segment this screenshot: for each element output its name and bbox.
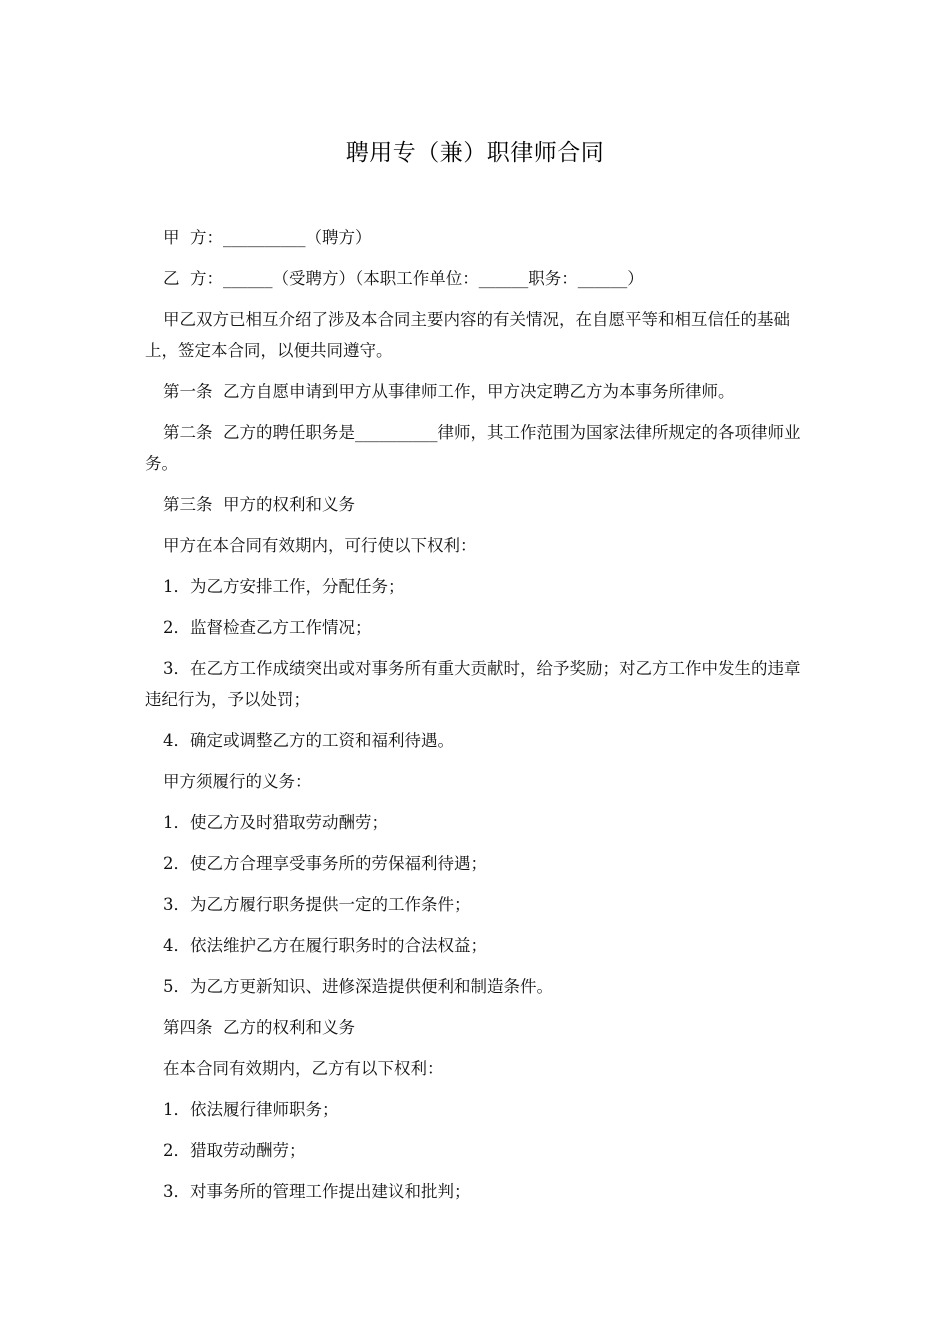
- list-item: 2．猎取劳动酬劳；: [163, 1141, 306, 1160]
- list-item: 3．对事务所的管理工作提出建议和批判；: [163, 1182, 471, 1201]
- list-item: 1．为乙方安排工作，分配任务；: [163, 577, 405, 596]
- list-item: 5．为乙方更新知识、进修深造提供便利和制造条件。: [163, 977, 553, 996]
- list-item: 2．使乙方合理享受事务所的劳保福利待遇；: [163, 854, 487, 873]
- party-a-rights-intro: 甲方在本合同有效期内，可行使以下权利：: [163, 536, 477, 555]
- article-3-heading: 第三条 甲方的权利和义务: [163, 495, 355, 514]
- article-4-heading: 第四条 乙方的权利和义务: [163, 1018, 355, 1037]
- party-a-line: 甲 方：__________（聘方）: [163, 228, 372, 247]
- article-1: 第一条 乙方自愿申请到甲方从事律师工作，甲方决定聘乙方为本事务所律师。: [163, 382, 735, 401]
- list-item: 3．在乙方工作成绩突出或对事务所有重大贡献时，给予奖励；对乙方工作中发生的违章违纪行为，予以处罚；: [145, 659, 801, 709]
- list-item: 2．监督检查乙方工作情况；: [163, 618, 372, 637]
- document-body: [145, 222, 810, 1217]
- list-item: 4．确定或调整乙方的工资和福利待遇。: [163, 731, 454, 750]
- list-item: 1．使乙方及时猎取劳动酬劳；: [163, 813, 388, 832]
- document-title: 聘用专（兼）职律师合同: [345, 140, 605, 166]
- party-a-duties-intro: 甲方须履行的义务：: [163, 772, 312, 791]
- list-item: 3．为乙方履行职务提供一定的工作条件；: [163, 895, 471, 914]
- party-b-rights-intro: 在本合同有效期内，乙方有以下权利：: [163, 1059, 444, 1078]
- list-item: 4．依法维护乙方在履行职务时的合法权益；: [163, 936, 487, 955]
- party-b-line: 乙 方：______（受聘方）（本职工作单位：______职务：______）: [163, 269, 644, 288]
- article-2: 第二条 乙方的聘任职务是__________律师，其工作范围为国家法律所规定的各项律师业务。: [145, 423, 801, 473]
- list-item: 1．依法履行律师职务；: [163, 1100, 339, 1119]
- preamble-paragraph: 甲乙双方已相互介绍了涉及本合同主要内容的有关情况，在自愿平等和相互信任的基础上，签定本合同，以便共同遵守。: [145, 310, 790, 360]
